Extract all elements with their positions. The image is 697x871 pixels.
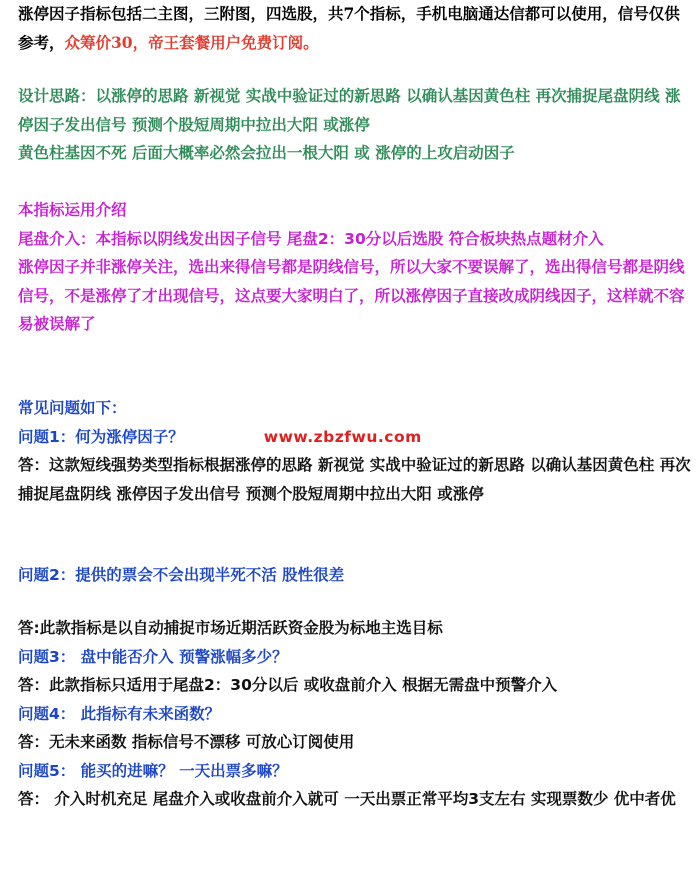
intro-text: 涨停因子指标包括二主图，三附图，四选股，共7个指标，手机电脑通达信都可以使用，信号仅供参考， — [18, 4, 680, 52]
faq-question-2: 问题2：提供的票会不会出现半死不活 股性很差 — [18, 566, 345, 584]
design-text-2: 黄色柱基因不死 后面大概率必然会拉出一根大阳 或 涨停的上攻启动因子 — [18, 144, 515, 162]
faq-answers-block — [18, 614, 691, 814]
watermark-url: www.zbzfwu.com — [263, 427, 422, 446]
faq-answer-3: 答：此款指标只适用于尾盘2：30分以后 或收盘前介入 根据无需盘中预警介入 — [18, 676, 558, 694]
faq-answer-1: 答：这款短线强势类型指标根据涨停的思路 新视觉 实战中验证过的新思路 以确认基因黄色柱 再次捕捉尾盘阴线 涨停因子发出信号 预测个股短周期中拉出大阳 或涨停 — [18, 456, 691, 503]
usage-line-2: 涨停因子并非涨停关注，选出来得信号都是阴线信号，所以大家不要误解了，选出得信号都是阴线信号，不是涨停了才出现信号，这点要大家明白了，所以涨停因子直接改成阴线因子，这样就不容易被误解了 — [18, 258, 685, 333]
faq-answer-5: 答： 介入时机充足 尾盘介入或收盘前介入就可 一天出票正常平均3支左右 实现票数少 优中者优 — [18, 790, 676, 808]
faq-section — [18, 394, 691, 508]
design-text: 设计思路：以涨停的思路 新视觉 实战中验证过的新思路 以确认基因黄色柱 再次捕捉尾盘阴线 涨停因子发出信号 预测个股短周期中拉出大阳 或涨停 — [18, 87, 681, 134]
faq-question-5: 问题5： 能买的进嘛？ 一天出票多嘛？ — [18, 761, 288, 780]
faq-answer-2: 答:此款指标是以自动捕捉市场近期活跃资金股为标地主选目标 — [18, 619, 443, 637]
usage-line-1: 尾盘介入：本指标以阴线发出因子信号 尾盘2：30分以后选股 符合板块热点题材介入 — [18, 229, 604, 248]
faq-question-2-block — [18, 561, 691, 590]
faq-heading: 常见问题如下： — [18, 399, 127, 417]
faq-question-4: 问题4： 此指标有未来函数？ — [18, 704, 221, 723]
faq-question-1: 问题1：何为涨停因子？ — [18, 427, 184, 446]
faq-question-3: 问题3： 盘中能否介入 预警涨幅多少？ — [18, 647, 288, 666]
intro-paragraph — [18, 0, 691, 57]
usage-heading: 本指标运用介绍 — [18, 201, 127, 219]
faq-answer-4: 答：无未来函数 指标信号不漂移 可放心订阅使用 — [18, 733, 355, 751]
intro-price-text: 众筹价30，帝王套餐用户免费订阅。 — [64, 32, 319, 52]
usage-section — [18, 196, 691, 339]
design-section — [18, 82, 691, 168]
